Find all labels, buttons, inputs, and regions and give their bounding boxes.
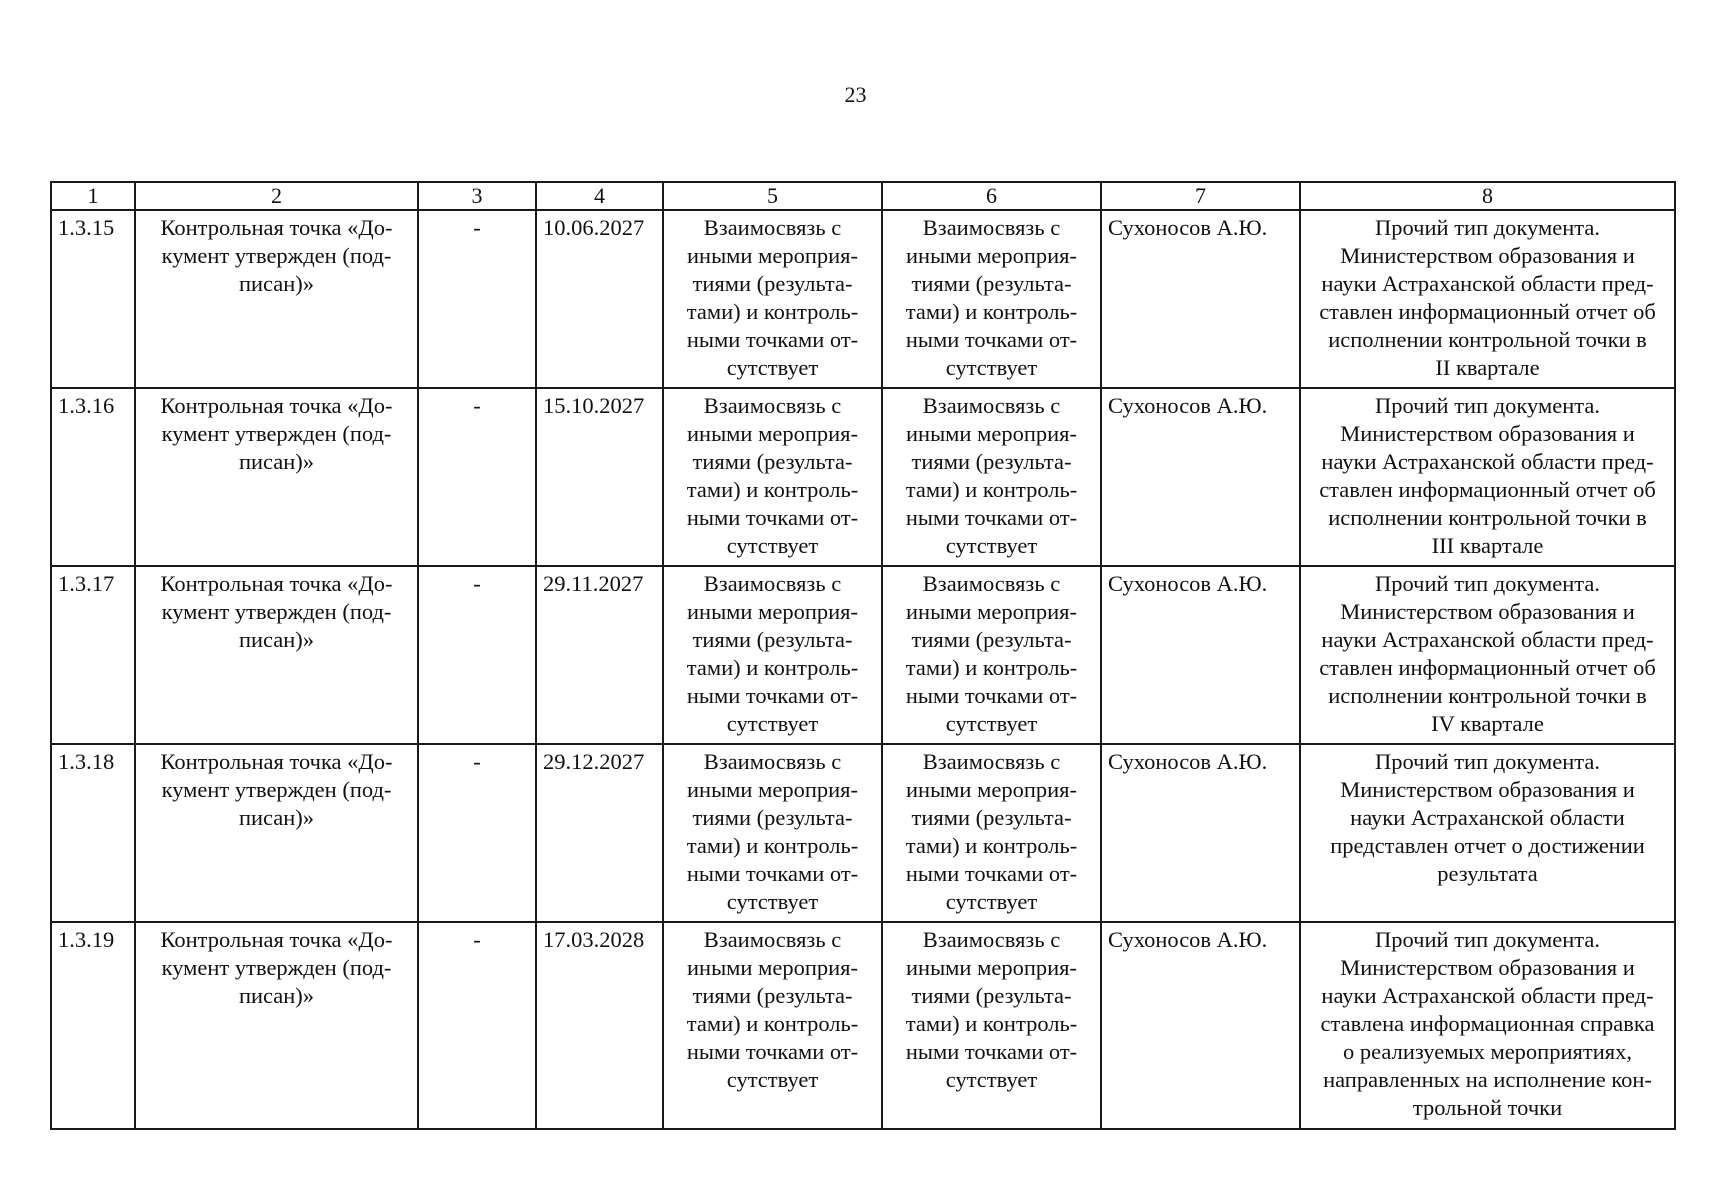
relationship-cell-5: Взаимосвязь с иными мероприя- тиями (результа- тами) и контроль- ными точками от- сутствует [663, 744, 882, 922]
row-number-cell: 1.3.17 [51, 566, 135, 744]
control-point-name-cell: Контрольная точка «До- кумент утвержден (под- писан)» [135, 922, 418, 1129]
column-header-5: 5 [663, 182, 882, 210]
page-number: 23 [844, 82, 867, 107]
table-row [51, 388, 1675, 566]
relationship-cell-6: Взаимосвязь с иными мероприя- тиями (результа- тами) и контроль- ными точками от- сутствует [882, 566, 1101, 744]
row-number-cell: 1.3.19 [51, 922, 135, 1129]
table-body [51, 210, 1675, 1129]
document-type-cell: Прочий тип документа. Министерством образования и науки Астраханской области пред- ставлен информационный отчет об исполнении контрольной точки в III квартале [1300, 388, 1675, 566]
responsible-person-cell: Сухоносов А.Ю. [1101, 210, 1300, 388]
column-header-7: 7 [1101, 182, 1300, 210]
table-row [51, 210, 1675, 388]
table-row [51, 744, 1675, 922]
relationship-cell-6: Взаимосвязь с иными мероприя- тиями (результа- тами) и контроль- ными точками от- сутствует [882, 210, 1101, 388]
table-row [51, 922, 1675, 1129]
column-header-4: 4 [536, 182, 663, 210]
column-header-8: 8 [1300, 182, 1675, 210]
responsible-person-cell: Сухоносов А.Ю. [1101, 388, 1300, 566]
column-3-cell: - [418, 566, 536, 744]
column-3-cell: - [418, 210, 536, 388]
relationship-cell-5: Взаимосвязь с иными мероприя- тиями (результа- тами) и контроль- ными точками от- сутствует [663, 210, 882, 388]
header-row [51, 182, 1675, 210]
table-row [51, 566, 1675, 744]
row-number-cell: 1.3.18 [51, 744, 135, 922]
row-number-cell: 1.3.16 [51, 388, 135, 566]
date-cell: 10.06.2027 [536, 210, 663, 388]
relationship-cell-5: Взаимосвязь с иными мероприя- тиями (результа- тами) и контроль- ными точками от- сутствует [663, 922, 882, 1129]
relationship-cell-6: Взаимосвязь с иными мероприя- тиями (результа- тами) и контроль- ными точками от- сутствует [882, 922, 1101, 1129]
column-3-cell: - [418, 744, 536, 922]
column-header-3: 3 [418, 182, 536, 210]
responsible-person-cell: Сухоносов А.Ю. [1101, 566, 1300, 744]
document-type-cell: Прочий тип документа. Министерством образования и науки Астраханской области пред- ставлена информационная справка о реализуемых мероприятиях, направленных на исполнение кон- трольной точки [1300, 922, 1675, 1129]
relationship-cell-5: Взаимосвязь с иными мероприя- тиями (результа- тами) и контроль- ными точками от- сутствует [663, 566, 882, 744]
column-header-2: 2 [135, 182, 418, 210]
date-cell: 29.11.2027 [536, 566, 663, 744]
document-type-cell: Прочий тип документа. Министерством образования и науки Астраханской области пред- ставлен информационный отчет об исполнении контрольной точки в IV квартале [1300, 566, 1675, 744]
row-number-cell: 1.3.15 [51, 210, 135, 388]
relationship-cell-6: Взаимосвязь с иными мероприя- тиями (результа- тами) и контроль- ными точками от- сутствует [882, 744, 1101, 922]
table-header [51, 182, 1675, 210]
responsible-person-cell: Сухоносов А.Ю. [1101, 922, 1300, 1129]
column-3-cell: - [418, 922, 536, 1129]
date-cell: 29.12.2027 [536, 744, 663, 922]
control-point-name-cell: Контрольная точка «До- кумент утвержден (под- писан)» [135, 566, 418, 744]
control-point-name-cell: Контрольная точка «До- кумент утвержден (под- писан)» [135, 744, 418, 922]
column-header-1: 1 [51, 182, 135, 210]
control-point-name-cell: Контрольная точка «До- кумент утвержден (под- писан)» [135, 210, 418, 388]
relationship-cell-5: Взаимосвязь с иными мероприя- тиями (результа- тами) и контроль- ными точками от- сутствует [663, 388, 882, 566]
date-cell: 15.10.2027 [536, 388, 663, 566]
document-type-cell: Прочий тип документа. Министерством образования и науки Астраханской области пред- ставлен информационный отчет об исполнении контрольной точки в II квартале [1300, 210, 1675, 388]
date-cell: 17.03.2028 [536, 922, 663, 1129]
control-point-name-cell: Контрольная точка «До- кумент утвержден (под- писан)» [135, 388, 418, 566]
control-points-table [50, 181, 1676, 1130]
responsible-person-cell: Сухоносов А.Ю. [1101, 744, 1300, 922]
relationship-cell-6: Взаимосвязь с иными мероприя- тиями (результа- тами) и контроль- ными точками от- сутствует [882, 388, 1101, 566]
column-header-6: 6 [882, 182, 1101, 210]
document-type-cell: Прочий тип документа. Министерством образования и науки Астраханской области представлен отчет о достижении результата [1300, 744, 1675, 922]
column-3-cell: - [418, 388, 536, 566]
